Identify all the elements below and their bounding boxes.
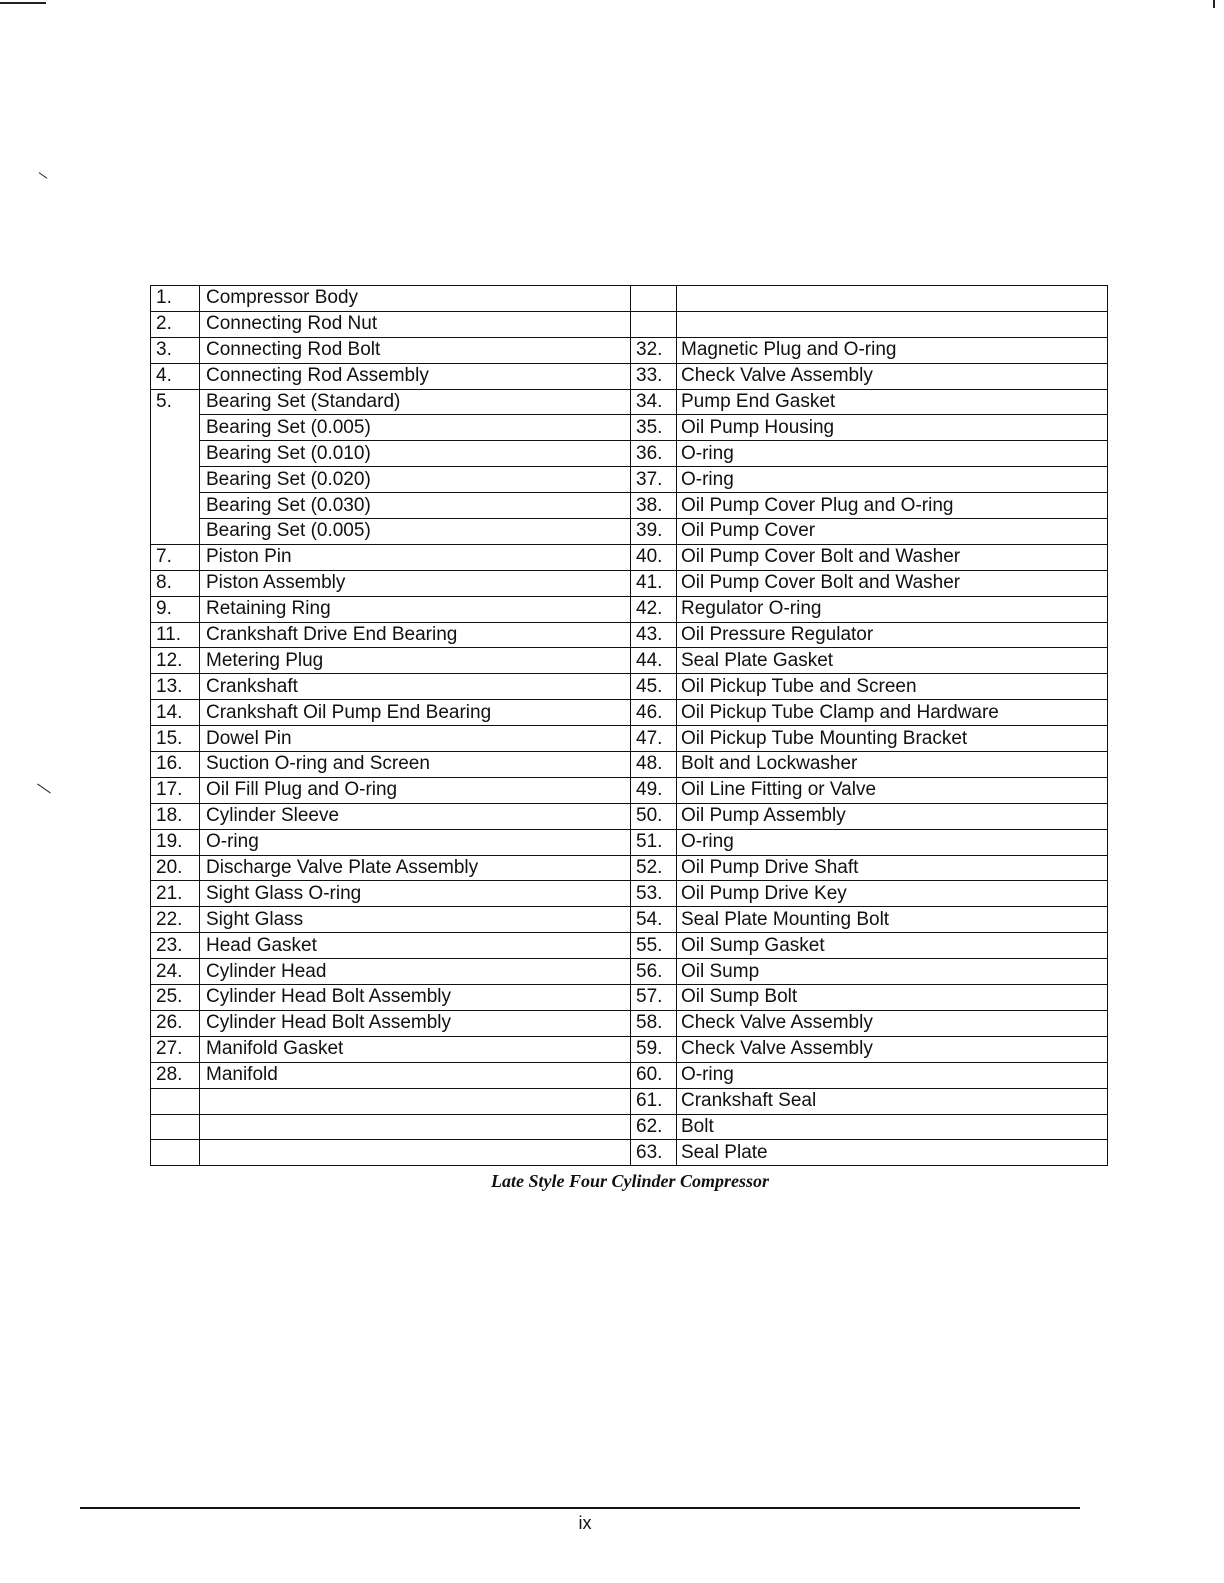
table-row [151, 933, 1108, 959]
right-item-name: Check Valve Assembly [677, 1010, 1108, 1036]
right-item-number: 40. [631, 544, 677, 570]
left-item-name: Metering Plug [200, 648, 631, 674]
table-row [151, 570, 1108, 596]
left-item-number [151, 519, 200, 545]
left-item-name: Bearing Set (0.030) [200, 493, 631, 519]
left-item-number: 25. [151, 985, 200, 1011]
right-item-name: Oil Pump Housing [677, 415, 1108, 441]
left-item-name: Cylinder Head [200, 959, 631, 985]
left-item-name: Piston Pin [200, 544, 631, 570]
table-row [151, 519, 1108, 545]
right-item-number: 49. [631, 777, 677, 803]
table-row [151, 777, 1108, 803]
left-item-name: Manifold Gasket [200, 1036, 631, 1062]
right-item-name: Oil Sump [677, 959, 1108, 985]
right-item-number: 51. [631, 829, 677, 855]
right-item-number: 36. [631, 441, 677, 467]
left-item-number: 2. [151, 311, 200, 337]
left-item-name: Oil Fill Plug and O-ring [200, 777, 631, 803]
left-item-number: 20. [151, 855, 200, 881]
left-item-number: 21. [151, 881, 200, 907]
left-item-number: 23. [151, 933, 200, 959]
left-item-number: 4. [151, 363, 200, 389]
right-item-number: 33. [631, 363, 677, 389]
table-row [151, 596, 1108, 622]
scan-mark-dash-2 [37, 784, 51, 794]
page-number: ix [578, 1513, 592, 1533]
left-item-number: 27. [151, 1036, 200, 1062]
left-item-number: 16. [151, 752, 200, 778]
left-item-name: Connecting Rod Nut [200, 311, 631, 337]
right-item-name: Oil Sump Bolt [677, 985, 1108, 1011]
left-item-name: Head Gasket [200, 933, 631, 959]
right-item-number: 61. [631, 1088, 677, 1114]
right-item-name: Seal Plate Mounting Bolt [677, 907, 1108, 933]
left-item-name: Bearing Set (Standard) [200, 389, 631, 415]
right-item-number: 57. [631, 985, 677, 1011]
parts-table [150, 285, 1108, 1166]
left-item-name: Crankshaft Drive End Bearing [200, 622, 631, 648]
left-item-number: 22. [151, 907, 200, 933]
right-item-name: Seal Plate [677, 1140, 1108, 1166]
left-item-number [151, 1088, 200, 1114]
left-item-name: Bearing Set (0.005) [200, 415, 631, 441]
left-item-name: Connecting Rod Bolt [200, 337, 631, 363]
right-item-name: O-ring [677, 441, 1108, 467]
left-item-number: 24. [151, 959, 200, 985]
table-row [151, 493, 1108, 519]
left-item-number: 8. [151, 570, 200, 596]
table-row [151, 389, 1108, 415]
right-item-number: 55. [631, 933, 677, 959]
table-row [151, 441, 1108, 467]
right-item-number: 50. [631, 803, 677, 829]
right-item-number: 48. [631, 752, 677, 778]
right-item-name: Regulator O-ring [677, 596, 1108, 622]
left-item-number: 11. [151, 622, 200, 648]
right-item-name: Oil Pressure Regulator [677, 622, 1108, 648]
right-item-number: 37. [631, 467, 677, 493]
table-row [151, 700, 1108, 726]
table-row [151, 1114, 1108, 1140]
left-item-number: 1. [151, 286, 200, 312]
left-item-name [200, 1088, 631, 1114]
right-item-number: 53. [631, 881, 677, 907]
left-item-number: 5. [151, 389, 200, 415]
left-item-name: Bearing Set (0.020) [200, 467, 631, 493]
scan-mark-top-right [1213, 0, 1215, 8]
left-item-number [151, 493, 200, 519]
right-item-number: 35. [631, 415, 677, 441]
right-item-number: 60. [631, 1062, 677, 1088]
table-row [151, 752, 1108, 778]
right-item-number: 47. [631, 726, 677, 752]
left-item-name: Cylinder Sleeve [200, 803, 631, 829]
table-row [151, 286, 1108, 312]
right-item-name: Oil Pump Cover Bolt and Washer [677, 544, 1108, 570]
left-item-number: 18. [151, 803, 200, 829]
left-item-number [151, 415, 200, 441]
left-item-name [200, 1140, 631, 1166]
right-item-name: Oil Pickup Tube Mounting Bracket [677, 726, 1108, 752]
table-row [151, 1036, 1108, 1062]
table-row [151, 1140, 1108, 1166]
left-item-number [151, 467, 200, 493]
right-item-name: Oil Pump Cover Bolt and Washer [677, 570, 1108, 596]
right-item-name: O-ring [677, 829, 1108, 855]
left-item-name: Sight Glass O-ring [200, 881, 631, 907]
table-row [151, 674, 1108, 700]
left-item-number: 13. [151, 674, 200, 700]
right-item-number [631, 311, 677, 337]
right-item-name: Crankshaft Seal [677, 1088, 1108, 1114]
right-item-number: 43. [631, 622, 677, 648]
left-item-number: 7. [151, 544, 200, 570]
left-item-number: 15. [151, 726, 200, 752]
left-item-name: Manifold [200, 1062, 631, 1088]
table-row [151, 363, 1108, 389]
left-item-name: Suction O-ring and Screen [200, 752, 631, 778]
right-item-number: 34. [631, 389, 677, 415]
right-item-name: Oil Line Fitting or Valve [677, 777, 1108, 803]
right-item-number: 38. [631, 493, 677, 519]
table-row [151, 311, 1108, 337]
left-item-number: 12. [151, 648, 200, 674]
left-item-name: Bearing Set (0.010) [200, 441, 631, 467]
table-row [151, 1088, 1108, 1114]
left-item-name: Discharge Valve Plate Assembly [200, 855, 631, 881]
table-row [151, 1010, 1108, 1036]
right-item-name [677, 311, 1108, 337]
right-item-number: 32. [631, 337, 677, 363]
left-item-number: 14. [151, 700, 200, 726]
left-item-name: Cylinder Head Bolt Assembly [200, 985, 631, 1011]
right-item-name: Bolt and Lockwasher [677, 752, 1108, 778]
left-item-number: 3. [151, 337, 200, 363]
right-item-name: Oil Pump Assembly [677, 803, 1108, 829]
left-item-number: 28. [151, 1062, 200, 1088]
table-row [151, 959, 1108, 985]
right-item-number: 52. [631, 855, 677, 881]
left-item-name: Compressor Body [200, 286, 631, 312]
right-item-number: 59. [631, 1036, 677, 1062]
table-row [151, 622, 1108, 648]
right-item-number: 41. [631, 570, 677, 596]
left-item-name: Dowel Pin [200, 726, 631, 752]
table-row [151, 1062, 1108, 1088]
left-item-name: Crankshaft [200, 674, 631, 700]
table-row [151, 985, 1108, 1011]
table-caption: Late Style Four Cylinder Compressor [490, 1171, 769, 1191]
table-row [151, 803, 1108, 829]
table-row [151, 648, 1108, 674]
right-item-number: 62. [631, 1114, 677, 1140]
table-row [151, 467, 1108, 493]
right-item-number: 44. [631, 648, 677, 674]
right-item-number: 56. [631, 959, 677, 985]
left-item-name: O-ring [200, 829, 631, 855]
right-item-name: Bolt [677, 1114, 1108, 1140]
left-item-number [151, 1114, 200, 1140]
right-item-name: Oil Pump Drive Shaft [677, 855, 1108, 881]
right-item-name: Check Valve Assembly [677, 1036, 1108, 1062]
left-item-number: 9. [151, 596, 200, 622]
left-item-name: Connecting Rod Assembly [200, 363, 631, 389]
left-item-number [151, 441, 200, 467]
right-item-number [631, 286, 677, 312]
left-item-number [151, 1140, 200, 1166]
left-item-name: Sight Glass [200, 907, 631, 933]
right-item-name [677, 286, 1108, 312]
right-item-number: 46. [631, 700, 677, 726]
left-item-number: 26. [151, 1010, 200, 1036]
right-item-name: Check Valve Assembly [677, 363, 1108, 389]
table-row [151, 726, 1108, 752]
table-row [151, 881, 1108, 907]
table-row [151, 544, 1108, 570]
left-item-name: Retaining Ring [200, 596, 631, 622]
parts-table-body [151, 286, 1108, 1166]
right-item-name: Oil Pickup Tube Clamp and Hardware [677, 700, 1108, 726]
right-item-name: Oil Pickup Tube and Screen [677, 674, 1108, 700]
left-item-name: Crankshaft Oil Pump End Bearing [200, 700, 631, 726]
right-item-name: O-ring [677, 467, 1108, 493]
table-row [151, 907, 1108, 933]
scan-mark-dash-1 [39, 172, 48, 179]
left-item-number: 19. [151, 829, 200, 855]
scan-mark-top-left [0, 2, 46, 4]
right-item-number: 63. [631, 1140, 677, 1166]
table-row [151, 415, 1108, 441]
footer-rule [80, 1507, 1080, 1509]
right-item-name: Oil Sump Gasket [677, 933, 1108, 959]
table-row [151, 337, 1108, 363]
table-row [151, 829, 1108, 855]
right-item-name: Oil Pump Drive Key [677, 881, 1108, 907]
right-item-name: Magnetic Plug and O-ring [677, 337, 1108, 363]
right-item-number: 45. [631, 674, 677, 700]
right-item-name: Oil Pump Cover [677, 519, 1108, 545]
left-item-name: Piston Assembly [200, 570, 631, 596]
right-item-name: Oil Pump Cover Plug and O-ring [677, 493, 1108, 519]
right-item-number: 39. [631, 519, 677, 545]
right-item-number: 58. [631, 1010, 677, 1036]
left-item-name: Bearing Set (0.005) [200, 519, 631, 545]
left-item-number: 17. [151, 777, 200, 803]
right-item-name: O-ring [677, 1062, 1108, 1088]
left-item-name [200, 1114, 631, 1140]
right-item-name: Pump End Gasket [677, 389, 1108, 415]
left-item-name: Cylinder Head Bolt Assembly [200, 1010, 631, 1036]
right-item-number: 42. [631, 596, 677, 622]
right-item-number: 54. [631, 907, 677, 933]
table-row [151, 855, 1108, 881]
right-item-name: Seal Plate Gasket [677, 648, 1108, 674]
